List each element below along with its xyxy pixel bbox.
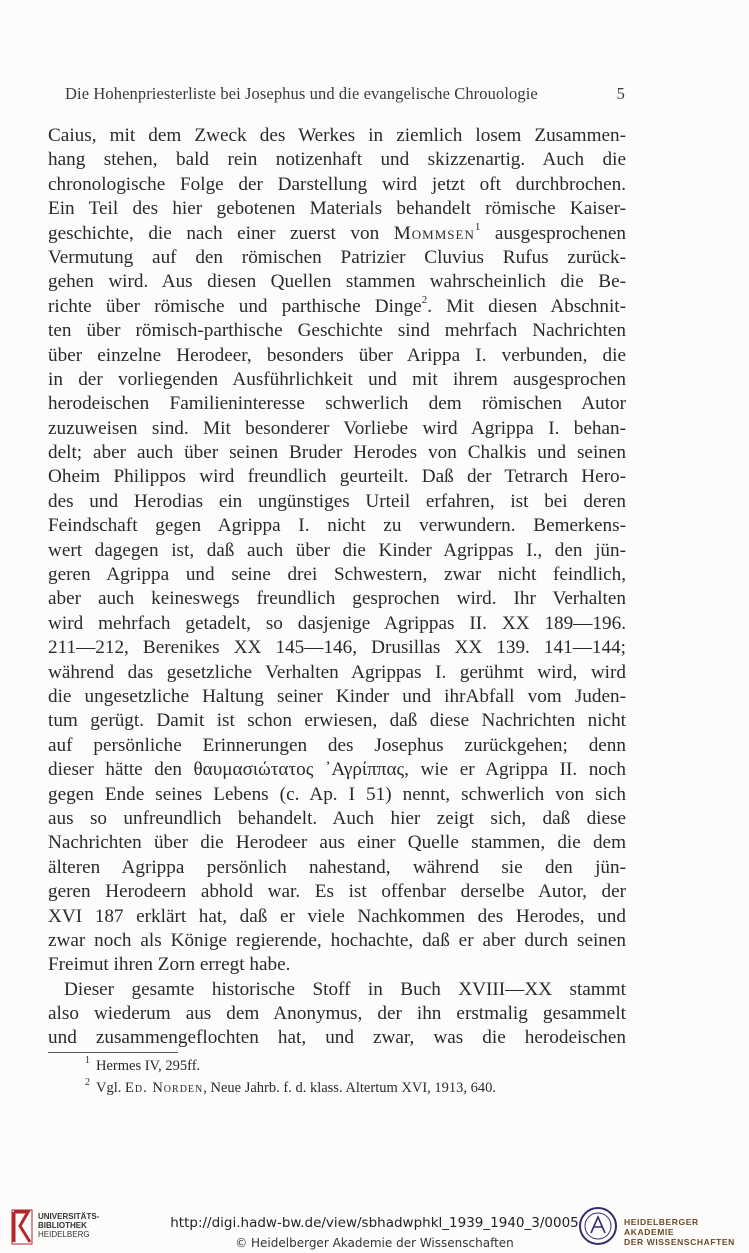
ub-logo-line: UNIVERSITÄTS- xyxy=(38,1212,100,1221)
text-line: Dieser gesamte historische Stoff in Buch XVIII—XX stammt xyxy=(64,978,626,1000)
text-line: während das gesetzliche Verhalten Agrippas I. gerühmt wird, wird xyxy=(48,661,626,683)
text-line: ten über römisch-parthische Geschichte sind mehrfach Nachrichten xyxy=(48,320,626,342)
ub-logo-line: BIBLIOTHEK xyxy=(38,1221,87,1230)
footnote-number: 2 xyxy=(85,1077,90,1089)
text-line: Vermutung auf den römischen Patrizier Cluvius Rufus zurück- xyxy=(48,246,626,268)
text-line: delt; aber auch über seinen Bruder Herodes von Chalkis und seinen xyxy=(48,442,626,464)
footnotes xyxy=(85,1055,625,1099)
running-head-title: Die Hohenpriesterliste bei Josephus und die evangelische Chrouologie xyxy=(65,84,538,103)
text-line: also wiederum aus dem Anonymus, der ihn erstmalig gesammelt xyxy=(48,1003,626,1025)
footnote-ref[interactable]: 1 xyxy=(474,221,481,234)
text-line: zwar noch als Könige regierende, hochachte, daß er aber durch seinen xyxy=(48,929,626,951)
text-line: zuzuweisen sind. Mit besonderer Vorliebe wird Agrippa I. behan- xyxy=(48,417,626,439)
text-line: Caius, mit dem Zweck des Werkes in ziemlich losem Zusammen- xyxy=(48,125,626,146)
text-line: über einzelne Herodeer, besonders über Arippa I. verbunden, die xyxy=(48,344,626,366)
text-line: XVI 187 erklärt hat, daß er viele Nachkommen des Herodes, und xyxy=(48,905,626,927)
text-line: tum gerügt. Damit ist schon erwiesen, daß diese Nachrichten nicht xyxy=(48,710,626,732)
text-line: geschichte, die nach einer zuerst von Mommsen$^1$ ausgesprochenen xyxy=(48,221,626,244)
text-line: Freimut ihren Zorn erregt habe. xyxy=(48,954,291,976)
hadw-logo[interactable] xyxy=(578,1206,743,1248)
body-text xyxy=(48,124,626,1051)
text-line: die ungesetzliche Haltung seiner Kinder und ihrAbfall vom Juden- xyxy=(48,685,626,707)
text-line: älteren Agrippa persönlich nahestand, während sie den jün- xyxy=(48,856,626,878)
text-line: wert dagegen ist, daß auch über die Kinder Agrippas I., den jün- xyxy=(48,539,626,561)
text-line: auf persönliche Erinnerungen des Josephus zurückgehen; denn xyxy=(48,734,626,756)
permalink-url[interactable]: http://digi.hadw-bw.de/view/sbhadwphkl_1939_1940_3/0005 xyxy=(170,1215,579,1231)
text-line: herodeischen Familieninteresse schwerlich dem römischen Autor xyxy=(48,393,626,415)
text-line: Feindschaft gegen Agrippa I. nicht zu verwundern. Bemerkens- xyxy=(48,515,626,537)
footnote: $^1$ Hermes IV, 295ff. xyxy=(85,1055,201,1074)
text-line: 211—212, Berenikes XX 145—146, Drusillas XX 139. 141—144; xyxy=(48,637,626,659)
running-head xyxy=(65,84,625,104)
text-line: aus so unfreundlich behandelt. Auch hier zeigt sich, daß diese xyxy=(48,807,626,829)
text-line: geren Herodeern abhold war. Es ist offenbar derselbe Autor, der xyxy=(48,881,626,903)
academy-seal-icon xyxy=(578,1206,618,1246)
text-line: hang stehen, bald rein notizenhaft und skizzenartig. Auch die xyxy=(48,149,626,171)
footnote-rule xyxy=(48,1052,178,1053)
text-line: Ein Teil des hier gebotenen Materials behandelt römische Kaiser- xyxy=(48,198,626,220)
text-line: in der vorliegenden Ausführlichkeit und mit ihrem ausgesprochen xyxy=(48,368,626,390)
text-line: und zusammengeflochten hat, und zwar, was die herodeischen xyxy=(48,1027,626,1049)
hadw-logo-line: HEIDELBERGER AKADEMIE xyxy=(624,1217,699,1237)
text-line: chronologische Folge der Darstellung wird jetzt oft durchbrochen. xyxy=(48,173,626,195)
small-caps-author: Ed. Norden xyxy=(125,1080,204,1096)
footnote-ref[interactable]: 2 xyxy=(421,294,428,307)
text-line: wird mehrfach getadelt, so dasjenige Agrippas II. XX 189—196. xyxy=(48,612,626,634)
text-line: richte über römische und parthische Dinge$^2$. Mit diesen Abschnit- xyxy=(48,294,626,317)
text-line: Nachrichten über die Herodeer aus einer Quelle stammen, die dem xyxy=(48,832,626,854)
footnote-number: 1 xyxy=(85,1055,90,1067)
text-line: dieser hätte den θαυμασιώτατος ᾿Αγρίππας, wie er Agrippa II. noch xyxy=(48,759,626,781)
small-caps-name: Mommsen xyxy=(393,222,475,244)
text-line: des und Herodias ein ungünstiges Urteil erfahren, ist bei deren xyxy=(48,490,626,512)
text-line: Oheim Philippos wird freundlich geurteilt. Daß der Tetrarch Hero- xyxy=(48,466,626,488)
hadw-logo-text xyxy=(624,1217,743,1247)
text-line: aber auch keineswegs freundlich gesprochen wird. Ihr Verhalten xyxy=(48,588,626,610)
text-line: gehen wird. Aus diesen Quellen stammen wahrscheinlich die Be- xyxy=(48,271,626,293)
text-line: geren Agrippa und seine drei Schwestern, zwar nicht feindlich, xyxy=(48,564,626,586)
page-number: 5 xyxy=(616,84,625,103)
footnote: $^2$ Vgl. Ed. Norden, Neue Jahrb. f. d. klass. Altertum XVI, 1913, 640. xyxy=(85,1077,497,1096)
ub-logo-line: HEIDELBERG xyxy=(38,1230,90,1239)
text-line: gegen Ende seines Lebens (c. Ap. I 51) nennt, schwerlich von sich xyxy=(48,783,626,805)
hadw-logo-line: DER WISSENSCHAFTEN xyxy=(624,1237,735,1247)
copyright-notice: © Heidelberger Akademie der Wissenschaften xyxy=(235,1236,514,1250)
